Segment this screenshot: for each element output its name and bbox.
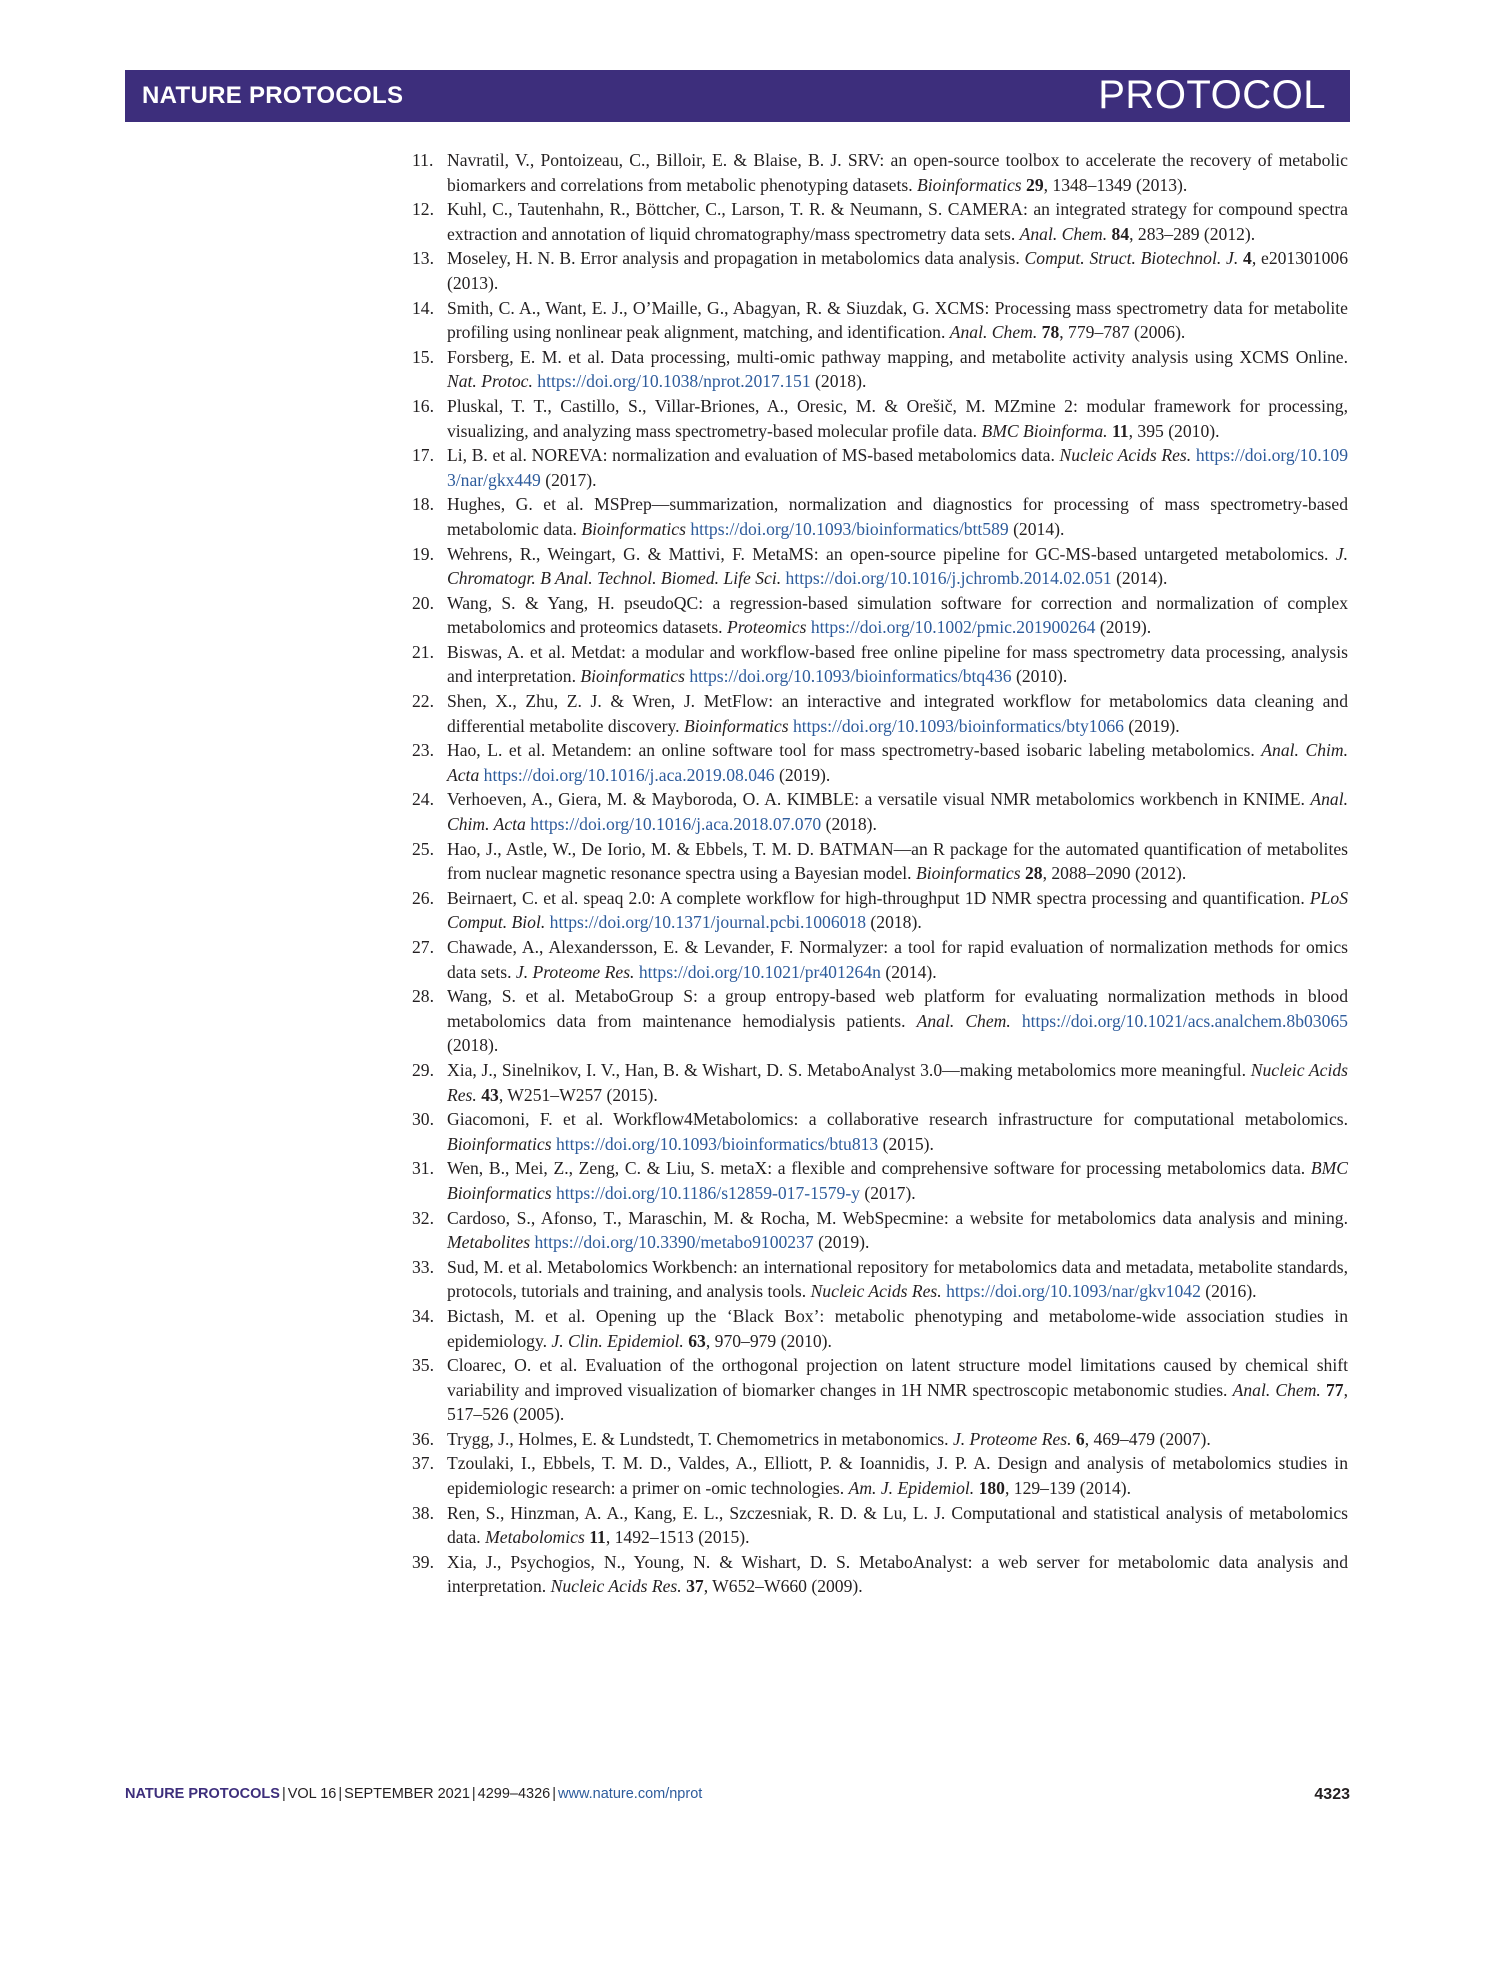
journal-title: Metabolomics xyxy=(485,1527,585,1548)
reference-text xyxy=(447,1255,1348,1304)
journal-title: Anal. Chem. xyxy=(949,322,1038,343)
volume-number: 28 xyxy=(1024,863,1043,884)
reference-text xyxy=(447,492,1348,541)
reference-segment: (2010). xyxy=(1011,666,1068,687)
volume-number: 77 xyxy=(1325,1379,1344,1400)
journal-title: Anal. Chem. xyxy=(1019,223,1108,244)
volume-number: 29 xyxy=(1026,174,1044,195)
reference-text xyxy=(447,345,1348,394)
reference-segment: Moseley, H. N. B. Error analysis and propagation in metabolomics data analysis. xyxy=(447,248,1025,269)
volume-number: 11 xyxy=(589,1527,606,1548)
reference-text xyxy=(447,1058,1348,1107)
reference-segment: (2018). xyxy=(821,814,877,835)
reference-item xyxy=(412,492,1348,541)
footer xyxy=(125,1786,1350,1810)
reference-segment: , 469–479 (2007). xyxy=(1084,1428,1211,1449)
reference-item xyxy=(412,1427,1348,1452)
footer-pages: 4299–4326 xyxy=(477,1786,551,1802)
reference-segment: (2016). xyxy=(1200,1281,1257,1302)
doi-link[interactable]: https://doi.org/10.1016/j.aca.2018.07.070 xyxy=(530,814,822,835)
reference-number: 27. xyxy=(412,937,434,957)
reference-number: 17. xyxy=(412,445,434,466)
reference-item xyxy=(412,148,1348,197)
reference-number: 29. xyxy=(412,1059,434,1080)
journal-title: J. Clin. Epidemiol. xyxy=(551,1330,684,1351)
reference-segment: , 779–787 (2006). xyxy=(1059,322,1186,343)
reference-item xyxy=(412,246,1348,295)
doi-link[interactable]: https://doi.org/10.1016/j.aca.2019.08.046 xyxy=(483,764,775,785)
reference-segment: Cardoso, S., Afonso, T., Maraschin, M. & Rocha, M. WebSpecmine: a website for metabolomics data analysis and mining. xyxy=(447,1207,1348,1228)
doi-link[interactable]: https://doi.org/10.1093/bioinformatics/bty1066 xyxy=(792,715,1124,736)
reference-segment: Pluskal, T. T., Castillo, S., Villar-Briones, A., Oresic, M. & Orešič, M. MZmine 2: modular framework for processing, visualizing, and analyzing mass spectrometry-based molecular profile data. xyxy=(447,395,1348,441)
reference-number: 33. xyxy=(412,1256,434,1277)
journal-title: BMC Bioinforma. xyxy=(981,420,1108,441)
reference-list xyxy=(412,148,1348,1599)
reference-segment: , 395 (2010). xyxy=(1128,420,1220,441)
reference-number: 39. xyxy=(412,1551,434,1572)
reference-text xyxy=(447,640,1348,689)
reference-segment: , 283–289 (2012). xyxy=(1129,223,1256,244)
reference-segment: (2017). xyxy=(859,1182,916,1203)
reference-item xyxy=(412,542,1348,591)
reference-segment: Chawade, A., Alexandersson, E. & Levander, F. Normalyzer: a tool for rapid evaluation of normalization methods for omics data sets. xyxy=(447,937,1348,982)
reference-text xyxy=(447,689,1348,738)
journal-title: Nat. Protoc. xyxy=(447,371,533,392)
reference-segment: Verhoeven, A., Giera, M. & Mayboroda, O. A. KIMBLE: a versatile visual NMR metabolomics workbench in KNIME. xyxy=(447,789,1311,810)
reference-number: 28. xyxy=(412,986,434,1007)
reference-segment: Forsberg, E. M. et al. Data processing, multi-omic pathway mapping, and metabolite activity analysis using XCMS Online. xyxy=(447,346,1348,367)
reference-segment: Xia, J., Sinelnikov, I. V., Han, B. & Wishart, D. S. MetaboAnalyst 3.0—making metabolomics more meaningful. xyxy=(447,1059,1251,1080)
reference-segment: (2018). xyxy=(866,912,922,933)
reference-text xyxy=(447,1304,1348,1353)
reference-segment: Wang, S. et al. MetaboGroup S: a group entropy-based web platform for evaluating normalization methods in blood metabolomics data from maintenance hemodialysis patients. xyxy=(447,986,1348,1031)
journal-title: PLoS Comput. Biol. xyxy=(447,887,1348,933)
reference-segment: , 1348–1349 (2013). xyxy=(1043,174,1188,195)
footer-separator: | xyxy=(338,1786,343,1802)
reference-item xyxy=(412,1501,1348,1550)
reference-segment: Ren, S., Hinzman, A. A., Kang, E. L., Szczesniak, R. D. & Lu, L. J. Computational and statistical analysis of metabolomics data. xyxy=(447,1502,1348,1548)
reference-item xyxy=(412,345,1348,394)
reference-item xyxy=(412,296,1348,345)
reference-segment: Beirnaert, C. et al. speaq 2.0: A complete workflow for high-throughput 1D NMR spectra processing and quantification. xyxy=(447,887,1310,908)
journal-title: Nucleic Acids Res. xyxy=(1059,445,1192,466)
reference-text xyxy=(447,1206,1348,1255)
doi-link[interactable]: https://doi.org/10.1002/pmic.201900264 xyxy=(810,617,1096,638)
journal-title: Anal. Chim. Acta xyxy=(447,740,1348,785)
reference-number: 11. xyxy=(412,150,434,170)
reference-item xyxy=(412,1107,1348,1156)
journal-title: Metabolites xyxy=(447,1232,531,1253)
volume-number: 11 xyxy=(1111,420,1129,441)
reference-text xyxy=(447,197,1348,246)
reference-segment: , 517–526 (2005). xyxy=(447,1379,1348,1425)
reference-number: 25. xyxy=(412,838,434,859)
reference-number: 26. xyxy=(412,887,434,908)
reference-item xyxy=(412,197,1348,246)
journal-title: BMC Bioinformatics xyxy=(447,1158,1348,1203)
volume-number: 4 xyxy=(1243,248,1252,269)
reference-segment: (2015). xyxy=(878,1133,934,1154)
header-bar xyxy=(125,70,1350,122)
reference-text xyxy=(447,738,1348,787)
footer-volume: VOL 16 xyxy=(287,1786,337,1802)
reference-text xyxy=(447,542,1348,591)
reference-number: 12. xyxy=(412,199,434,220)
journal-name: NATURE PROTOCOLS xyxy=(142,82,404,109)
reference-segment: Bictash, M. et al. Opening up the ‘Black Box’: metabolic phenotyping and metabolome-wide association studies in epidemiology. xyxy=(447,1305,1348,1351)
reference-item xyxy=(412,591,1348,640)
reference-item xyxy=(412,689,1348,738)
reference-segment: Biswas, A. et al. Metdat: a modular and workflow-based free online pipeline for mass spectrometry data processing, analysis and interpretation. xyxy=(447,641,1348,687)
reference-segment: (2014). xyxy=(1111,568,1168,589)
doi-link[interactable]: https://doi.org/10.1371/journal.pcbi.1006018 xyxy=(549,912,867,933)
reference-segment: Navratil, V., Pontoizeau, C., Billoir, E. & Blaise, B. J. SRV: an open-source toolbox to accelerate the recovery of metabolic biomarkers and correlations from metabolic phenotyping datasets. xyxy=(447,150,1348,195)
reference-text xyxy=(447,591,1348,640)
reference-text xyxy=(447,443,1348,492)
footer-journal: NATURE PROTOCOLS xyxy=(125,1786,280,1802)
doi-link[interactable]: https://doi.org/10.1093/bioinformatics/btt589 xyxy=(690,518,1009,539)
reference-segment: , W652–W660 (2009). xyxy=(703,1576,863,1597)
reference-text xyxy=(447,1550,1348,1599)
journal-title: Bioinformatics xyxy=(580,666,685,687)
journal-title: Bioinformatics xyxy=(915,863,1021,884)
doi-link[interactable]: https://doi.org/10.1186/s12859-017-1579-y xyxy=(556,1182,860,1203)
reference-text xyxy=(447,787,1348,836)
journal-title: Anal. Chem. xyxy=(916,1010,1011,1031)
reference-text xyxy=(447,148,1348,197)
reference-number: 30. xyxy=(412,1109,434,1130)
reference-number: 13. xyxy=(412,248,434,269)
footer-separator: | xyxy=(281,1786,286,1802)
reference-segment: (2019). xyxy=(774,764,831,785)
reference-text xyxy=(447,296,1348,345)
reference-segment: Hao, J., Astle, W., De Iorio, M. & Ebbels, T. M. D. BATMAN—an R package for the automated quantification of metabolites from nuclear magnetic resonance spectra using a Bayesian model. xyxy=(447,838,1348,884)
reference-segment: Li, B. et al. NOREVA: normalization and evaluation of MS-based metabolomics data. xyxy=(447,445,1060,466)
journal-title: J. Chromatogr. B Anal. Technol. Biomed. Life Sci. xyxy=(447,543,1348,589)
doi-link[interactable]: https://doi.org/10.1016/j.jchromb.2014.02.051 xyxy=(785,568,1112,589)
page-number: 4323 xyxy=(1314,1786,1350,1803)
journal-title: Nucleic Acids Res. xyxy=(550,1576,682,1597)
reference-segment: , 970–979 (2010). xyxy=(705,1330,832,1351)
reference-item xyxy=(412,935,1348,984)
reference-number: 22. xyxy=(412,691,434,712)
reference-item xyxy=(412,837,1348,886)
footer-url-link[interactable]: www.nature.com/nprot xyxy=(558,1786,703,1802)
volume-number: 43 xyxy=(481,1084,499,1105)
reference-segment: Giacomoni, F. et al. Workflow4Metabolomics: a collaborative research infrastructure for computational metabolomics. xyxy=(447,1109,1348,1130)
reference-segment: (2017). xyxy=(540,469,597,490)
reference-text xyxy=(447,1501,1348,1550)
doi-link[interactable]: https://doi.org/10.1093/bioinformatics/btu813 xyxy=(556,1133,879,1154)
reference-item xyxy=(412,1550,1348,1599)
journal-title: Bioinformatics xyxy=(447,1133,552,1154)
reference-number: 19. xyxy=(412,543,434,564)
reference-text xyxy=(447,246,1348,295)
reference-segment: (2014). xyxy=(880,961,937,982)
doi-link[interactable]: https://doi.org/10.1093/nar/gkx449 xyxy=(447,445,1348,490)
reference-number: 31. xyxy=(412,1158,434,1179)
reference-number: 36. xyxy=(412,1428,434,1449)
reference-segment: Smith, C. A., Want, E. J., O’Maille, G., Abagyan, R. & Siuzdak, G. XCMS: Processing mass spectrometry data for metabolite profiling using nonlinear peak alignment, matching, and identification. xyxy=(447,297,1348,343)
reference-item xyxy=(412,1304,1348,1353)
reference-number: 18. xyxy=(412,494,434,515)
journal-title: Comput. Struct. Biotechnol. J. xyxy=(1024,248,1239,269)
reference-text xyxy=(447,886,1348,935)
reference-segment: Hughes, G. et al. MSPrep—summarization, normalization and diagnostics for processing of mass spectrometry-based metabolomic data. xyxy=(447,494,1348,539)
reference-item xyxy=(412,1353,1348,1427)
doi-link[interactable]: https://doi.org/10.1093/nar/gkv1042 xyxy=(946,1281,1201,1302)
reference-segment: , W251–W257 (2015). xyxy=(498,1084,658,1105)
footer-separator: | xyxy=(552,1786,557,1802)
reference-text xyxy=(447,935,1348,984)
reference-item xyxy=(412,984,1348,1058)
reference-number: 24. xyxy=(412,789,434,810)
footer-citation xyxy=(125,1786,702,1802)
journal-title: Proteomics xyxy=(726,617,807,638)
reference-segment: , 2088–2090 (2012). xyxy=(1042,863,1187,884)
doi-link[interactable]: https://doi.org/10.3390/metabo9100237 xyxy=(534,1232,814,1253)
doi-link[interactable]: https://doi.org/10.1021/acs.analchem.8b03065 xyxy=(1021,1010,1348,1031)
reference-segment: Xia, J., Psychogios, N., Young, N. & Wishart, D. S. MetaboAnalyst: a web server for metabolomic data analysis and interpretation. xyxy=(447,1551,1348,1597)
reference-segment: , 129–139 (2014). xyxy=(1004,1478,1132,1499)
reference-number: 14. xyxy=(412,297,434,318)
reference-number: 34. xyxy=(412,1305,434,1326)
reference-segment: (2018). xyxy=(447,1035,499,1056)
journal-title: Nucleic Acids Res. xyxy=(447,1059,1348,1105)
reference-text xyxy=(447,1156,1348,1205)
volume-number: 6 xyxy=(1075,1428,1085,1449)
reference-text xyxy=(447,1427,1348,1452)
reference-segment: Sud, M. et al. Metabolomics Workbench: an international repository for metabolomics data and metadata, metabolite standards, protocols, tutorials and training, and analysis tools. xyxy=(447,1256,1348,1302)
reference-number: 38. xyxy=(412,1502,434,1523)
volume-number: 180 xyxy=(978,1478,1005,1499)
reference-segment: Tzoulaki, I., Ebbels, T. M. D., Valdes, A., Elliott, P. & Ioannidis, J. P. A. Design and analysis of metabolomics studies in epidemiologic research: a primer on -omic technologies. xyxy=(447,1453,1348,1499)
reference-segment xyxy=(1011,1011,1022,1031)
reference-segment: Wen, B., Mei, Z., Zeng, C. & Liu, S. metaX: a flexible and comprehensive software for processing metabolomics data. xyxy=(447,1158,1311,1179)
reference-segment: (2019). xyxy=(813,1232,870,1253)
journal-title: Bioinformatics xyxy=(581,518,686,539)
reference-segment: (2019). xyxy=(1095,617,1152,638)
reference-item xyxy=(412,1156,1348,1205)
reference-segment: (2018). xyxy=(810,371,867,392)
journal-title: Bioinformatics xyxy=(917,174,1022,195)
reference-number: 15. xyxy=(412,346,434,367)
reference-segment: Kuhl, C., Tautenhahn, R., Böttcher, C., Larson, T. R. & Neumann, S. CAMERA: an integrated strategy for compound spectra extraction and annotation of liquid chromatography/mass spectrometry data sets. xyxy=(447,199,1348,244)
reference-item xyxy=(412,443,1348,492)
reference-text xyxy=(447,394,1348,443)
journal-title: J. Proteome Res. xyxy=(952,1428,1072,1449)
doi-link[interactable]: https://doi.org/10.1093/bioinformatics/btq436 xyxy=(689,666,1012,687)
reference-number: 21. xyxy=(412,641,434,662)
volume-number: 63 xyxy=(688,1330,706,1351)
reference-segment: Wang, S. & Yang, H. pseudoQC: a regression-based simulation software for correction and normalization of complex metabolomics and proteomics datasets. xyxy=(447,592,1348,638)
reference-segment: Cloarec, O. et al. Evaluation of the orthogonal projection on latent structure model limitations caused by chemical shift variability and improved visualization of biomarker changes in 1H NMR spectroscopic metabonomic studies. xyxy=(447,1355,1348,1400)
reference-item xyxy=(412,1451,1348,1500)
reference-text xyxy=(447,1107,1348,1156)
reference-number: 20. xyxy=(412,592,434,613)
reference-segment: Hao, L. et al. Metandem: an online software tool for mass spectrometry-based isobaric labeling metabolomics. xyxy=(447,740,1262,761)
reference-item xyxy=(412,640,1348,689)
journal-title: Anal. Chem. xyxy=(1232,1379,1321,1400)
reference-segment: Wehrens, R., Weingart, G. & Mattivi, F. MetaMS: an open-source pipeline for GC-MS-based untargeted metabolomics. xyxy=(447,543,1336,564)
reference-segment: Trygg, J., Holmes, E. & Lundstedt, T. Chemometrics in metabonomics. xyxy=(447,1428,953,1449)
reference-item xyxy=(412,886,1348,935)
reference-item xyxy=(412,1206,1348,1255)
journal-title: Anal. Chim. Acta xyxy=(447,789,1348,835)
reference-number: 16. xyxy=(412,395,434,416)
reference-item xyxy=(412,787,1348,836)
reference-text xyxy=(447,837,1348,886)
reference-number: 32. xyxy=(412,1207,434,1228)
reference-item xyxy=(412,1058,1348,1107)
volume-number: 84 xyxy=(1111,223,1130,244)
journal-title: J. Proteome Res. xyxy=(515,961,635,982)
footer-date: SEPTEMBER 2021 xyxy=(344,1786,470,1802)
journal-title: Am. J. Epidemiol. xyxy=(848,1478,975,1499)
reference-text xyxy=(447,1451,1348,1500)
reference-segment: , e201301006 (2013). xyxy=(447,248,1348,293)
reference-item xyxy=(412,738,1348,787)
reference-text xyxy=(447,984,1348,1058)
reference-number: 37. xyxy=(412,1453,434,1474)
reference-number: 23. xyxy=(412,740,434,761)
article-type: PROTOCOL xyxy=(1098,73,1326,117)
journal-title: Bioinformatics xyxy=(683,715,789,736)
doi-link[interactable]: https://doi.org/10.1021/pr401264n xyxy=(638,961,881,982)
footer-separator: | xyxy=(471,1786,476,1802)
doi-link[interactable]: https://doi.org/10.1038/nprot.2017.151 xyxy=(537,371,811,392)
journal-title: Nucleic Acids Res. xyxy=(810,1281,942,1302)
reference-segment: , 1492–1513 (2015). xyxy=(605,1527,750,1548)
reference-segment: Shen, X., Zhu, Z. J. & Wren, J. MetFlow: an interactive and integrated workflow for metabolomics data cleaning and differential metabolite discovery. xyxy=(447,691,1348,736)
reference-number: 35. xyxy=(412,1355,434,1376)
reference-item xyxy=(412,394,1348,443)
reference-text xyxy=(447,1353,1348,1427)
volume-number: 78 xyxy=(1041,322,1060,343)
reference-segment: (2019). xyxy=(1123,715,1180,736)
volume-number: 37 xyxy=(686,1576,704,1597)
reference-segment: (2014). xyxy=(1008,518,1065,539)
reference-item xyxy=(412,1255,1348,1304)
